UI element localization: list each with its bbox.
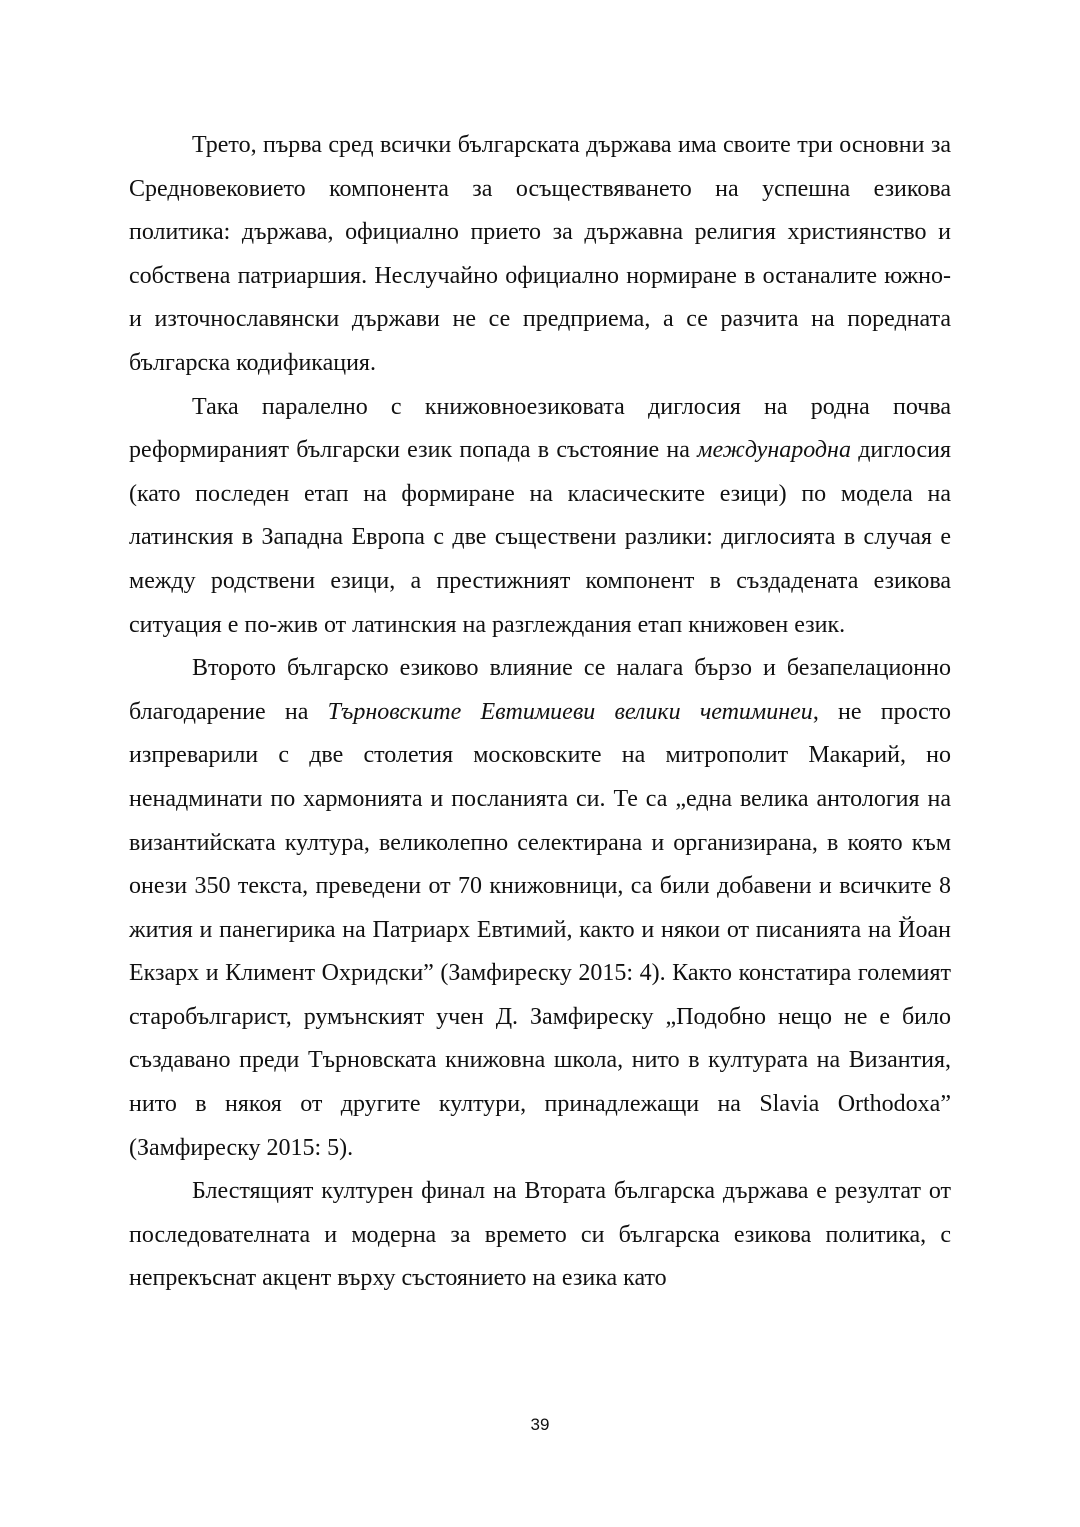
paragraph-2-text-end: диглосия (като последен етап на формиране на класическите езици) по модела на латинския в Западна Европа с две съществени разлики: диглосията в случая е между родствени езици, а престижният компонент в създадената езикова ситуация е по-жив от латинския на разглеждания етап книжовен език. [129, 437, 951, 638]
paragraph-3-text-start: Второто българско езиково влияние се налага бързо и безапелационно благодарение на [129, 655, 951, 725]
paragraph-3 [129, 647, 951, 1170]
paragraph-3-italic-title: Търновските Евтимиеви велики четиминеи [327, 698, 813, 725]
body-text [129, 124, 951, 1301]
paragraph-2-italic-term: международна [697, 437, 851, 464]
paragraph-2 [129, 386, 951, 648]
page-number: 39 [530, 1415, 550, 1434]
paragraph-4: Блестящият културен финал на Втората българска държава е резултат от последователната и модерна за времето си българска езикова политика, с непрекъснат акцент върху състоянието на езика като [129, 1178, 951, 1292]
paragraph-2-text-start: Така паралелно с книжовноезиковата диглосия на родна почва реформираният български език попада в състояние на [129, 393, 951, 464]
paragraph-3-text-end: , не просто изпреварили с две столетия московските на митрополит Макарий, но ненадминати по хармонията и посланията си. Те са „една велика антология на византийската култура, великолепно селектирана и организирана, в която към онези 350 текста, преведени от 70 книжовници, са били добавени и всичките 8 жития и панегирика на Патриарх Евтимий, както и някои от писанията на Йоан Екзарх и Климент Охридски” (Замфиреску 2015: 4). Както констатира големият старобългарист, румънският учен Д. Замфиреску „Подобно нещо не е било създавано преди Търновската книжовна школа, нито в културата на Византия, нито в някоя от другите култури, принадлежащи на Slavia Orthodoxa” (Замфиреску 2015: 5). [129, 698, 951, 1161]
paragraph-1: Трето, първа сред всички българската държава има своите три основни за Средновековието компонента за осъществяването на успешна езикова политика: държава, официално прието за държавна религия християнство и собствена патриаршия. Неслучайно официално нормиране в останалите южно- и източнославянски държави не се предприема, а се разчита на поредната българска кодификация. [129, 132, 951, 376]
